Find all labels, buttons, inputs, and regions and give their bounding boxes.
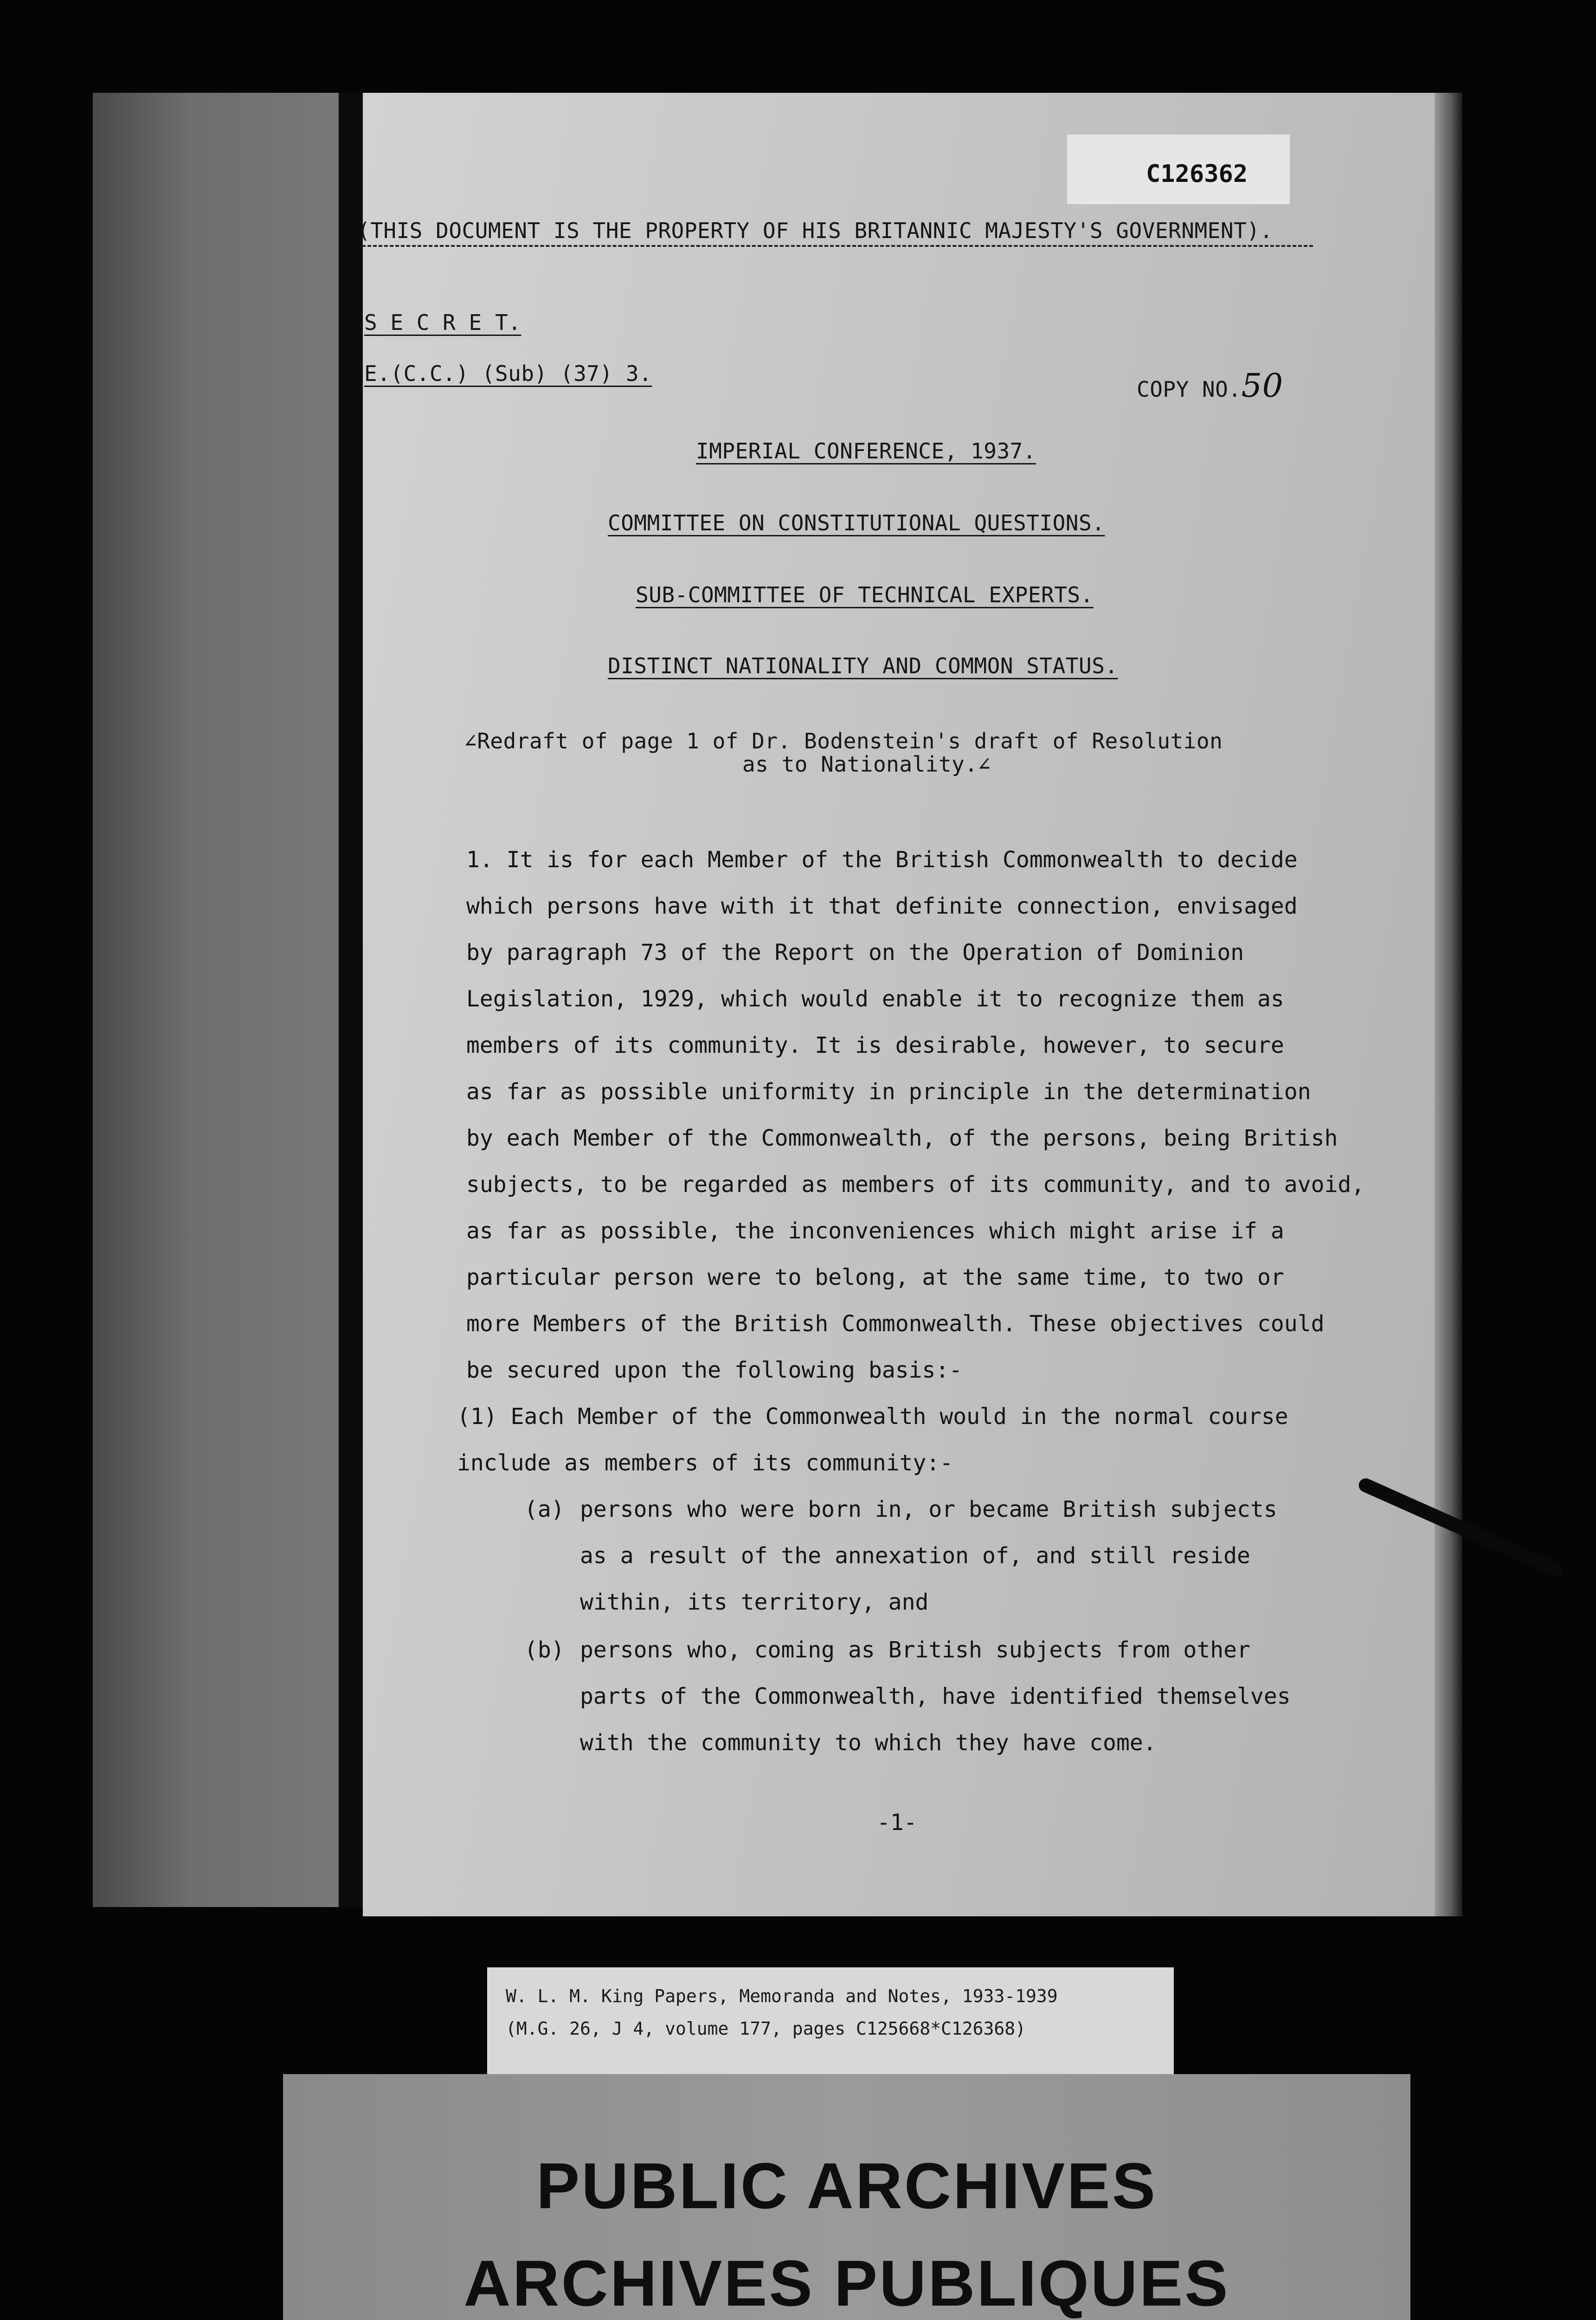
paragraph-line: particular person were to belong, at the same time, to two or [466, 1264, 1284, 1290]
item-line: as a result of the annexation of, and still reside [580, 1543, 1250, 1569]
stamp-line-archives-publiques: ARCHIVES PUBLIQUES [463, 2247, 1230, 2320]
item-line: with the community to which they have come. [580, 1730, 1157, 1756]
paragraph-line: as far as possible, the inconveniences which might arise if a [466, 1218, 1284, 1244]
item-line: persons who, coming as British subjects from other [580, 1637, 1250, 1663]
item-a-label: (a) [524, 1496, 565, 1522]
paragraph-line: 1. It is for each Member of the British Commonwealth to decide [466, 847, 1298, 873]
reference-number: C126362 [1146, 160, 1248, 188]
heading-conference: IMPERIAL CONFERENCE, 1937. [696, 438, 1036, 464]
citation-slip [487, 1967, 1174, 2074]
page-number: -1- [877, 1810, 917, 1836]
archives-stamp [283, 2074, 1410, 2320]
item-line: within, its territory, and [580, 1589, 929, 1615]
paragraph-line: by each Member of the Commonwealth, of the persons, being British [466, 1125, 1338, 1151]
paragraph-line: subjects, to be regarded as members of its community, and to avoid, [466, 1172, 1365, 1198]
citation-line2: (M.G. 26, J 4, volume 177, pages C125668*C126368) [506, 2018, 1026, 2039]
property-notice: (THIS DOCUMENT IS THE PROPERTY OF HIS BRITANNIC MAJESTY'S GOVERNMENT). [357, 218, 1273, 243]
paragraph-line: be secured upon the following basis:- [466, 1357, 963, 1383]
item-line: (1) Each Member of the Commonwealth would in the normal course [457, 1404, 1288, 1430]
page-binding [339, 93, 363, 1907]
paragraph-line: members of its community. It is desirable, however, to secure [466, 1032, 1284, 1058]
heading-committee: COMMITTEE ON CONSTITUTIONAL QUESTIONS. [608, 510, 1105, 535]
page-edge [1435, 93, 1462, 1916]
dashed-rule [362, 245, 1313, 249]
paragraph-line: Legislation, 1929, which would enable it to recognize them as [466, 986, 1284, 1012]
redraft-note-line1: ∠Redraft of page 1 of Dr. Bodenstein's draft of Resolution [464, 728, 1223, 754]
copy-number: 50 [1241, 367, 1283, 405]
copy-label [1137, 367, 1283, 405]
classification: S E C R E T. [364, 310, 521, 335]
heading-subcommittee: SUB-COMMITTEE OF TECHNICAL EXPERTS. [636, 582, 1094, 607]
item-b-label: (b) [524, 1637, 565, 1663]
paragraph-line: as far as possible uniformity in principle in the determination [466, 1079, 1311, 1105]
heading-subject: DISTINCT NATIONALITY AND COMMON STATUS. [608, 653, 1118, 678]
copy-label-text: COPY NO. [1137, 377, 1242, 402]
citation-line1: W. L. M. King Papers, Memoranda and Notes, 1933-1939 [506, 1986, 1058, 2006]
item-line: persons who were born in, or became British subjects [580, 1496, 1277, 1522]
paragraph-line: which persons have with it that definite connection, envisaged [466, 893, 1298, 919]
paragraph-line: more Members of the British Commonwealth. These objectives could [466, 1311, 1325, 1337]
item-line: include as members of its community:- [457, 1450, 953, 1476]
left-facing-page [93, 93, 339, 1907]
paragraph-line: by paragraph 73 of the Report on the Operation of Dominion [466, 940, 1244, 966]
redraft-note-line2: as to Nationality.∠ [742, 752, 991, 777]
document-code: E.(C.C.) (Sub) (37) 3. [364, 361, 652, 386]
stamp-line-public-archives: PUBLIC ARCHIVES [536, 2149, 1158, 2222]
item-line: parts of the Commonwealth, have identified themselves [580, 1683, 1291, 1709]
